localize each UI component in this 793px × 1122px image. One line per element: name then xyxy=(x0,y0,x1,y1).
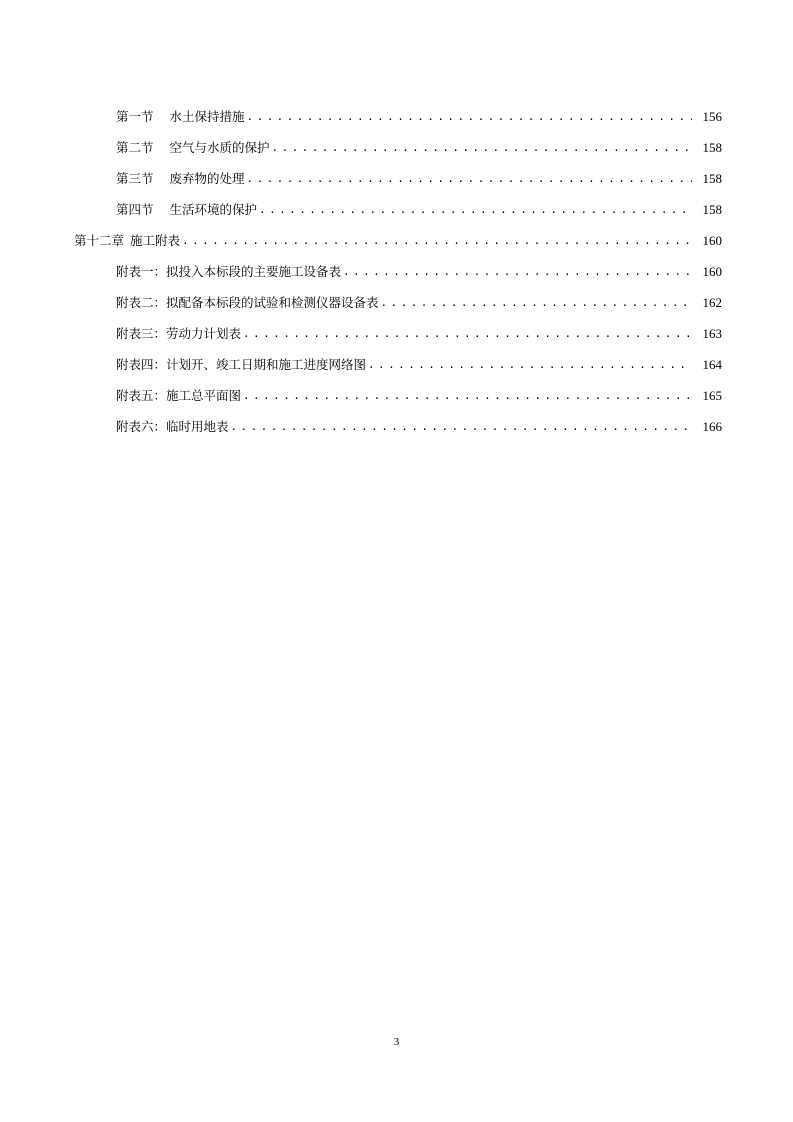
toc-entry[interactable] xyxy=(0,101,793,132)
toc-entry[interactable] xyxy=(0,256,793,287)
toc-entry-label xyxy=(116,106,245,128)
toc-dot-leader xyxy=(231,416,692,438)
toc-entry-title: 附表六：临时用地表 xyxy=(116,418,229,434)
toc-dot-leader xyxy=(243,385,692,407)
toc-dot-leader xyxy=(381,292,692,314)
toc-entry-label xyxy=(116,261,341,283)
toc-entry-page: 156 xyxy=(702,108,722,124)
toc-entry-title: 废弃物的处理 xyxy=(169,170,245,186)
toc-entry-number: 第四节 xyxy=(116,201,154,217)
toc-entry-title: 附表一：拟投入本标段的主要施工设备表 xyxy=(116,263,342,279)
toc-dot-leader xyxy=(272,137,692,159)
toc-entry-number: 第一节 xyxy=(116,108,154,124)
toc-entry-page: 163 xyxy=(702,325,722,341)
page-number: 3 xyxy=(393,1036,400,1048)
toc-entry-number: 第十二章 xyxy=(74,232,125,248)
toc-entry-title: 施工附表 xyxy=(130,232,181,248)
toc-entry[interactable] xyxy=(0,380,793,411)
toc-entry-page: 158 xyxy=(702,139,722,155)
toc-entry[interactable] xyxy=(0,132,793,163)
toc-entry-label xyxy=(116,168,245,190)
toc-entry-page: 158 xyxy=(702,170,722,186)
toc-dot-leader xyxy=(259,199,692,221)
toc-entry[interactable] xyxy=(0,318,793,349)
toc-chapter-entry[interactable] xyxy=(0,225,793,256)
toc-entry-title: 附表五：施工总平面图 xyxy=(116,387,242,403)
toc-dot-leader xyxy=(368,354,692,376)
toc-entry-page: 158 xyxy=(702,201,722,217)
toc-dot-leader xyxy=(182,230,692,252)
toc-entry-page: 160 xyxy=(702,232,722,248)
toc-entry[interactable] xyxy=(0,194,793,225)
toc-entry-label xyxy=(116,199,257,221)
toc-entry[interactable] xyxy=(0,411,793,442)
toc-entry-page: 162 xyxy=(702,294,722,310)
toc-dot-leader xyxy=(247,106,692,128)
toc-entry-label xyxy=(74,230,180,252)
toc-entry-label xyxy=(116,292,379,314)
toc-entry-number: 第三节 xyxy=(116,170,154,186)
toc-entry-page: 160 xyxy=(702,263,722,279)
toc-entry[interactable] xyxy=(0,163,793,194)
toc-entry-title: 附表三：劳动力计划表 xyxy=(116,325,242,341)
toc-entry[interactable] xyxy=(0,349,793,380)
toc-entry-title: 空气与水质的保护 xyxy=(169,139,270,155)
toc-entry-title: 附表二：拟配备本标段的试验和检测仪器设备表 xyxy=(116,294,379,310)
toc-entry-label xyxy=(116,416,229,438)
toc-entry-title: 附表四：计划开、竣工日期和施工进度网络图 xyxy=(116,356,367,372)
toc-entry-title: 生活环境的保护 xyxy=(169,201,258,217)
toc-entry-label xyxy=(116,385,241,407)
toc-entry-page: 164 xyxy=(702,356,722,372)
toc-dot-leader xyxy=(247,168,692,190)
toc-dot-leader xyxy=(243,323,692,345)
toc-entry-page: 165 xyxy=(702,387,722,403)
toc-entry-label xyxy=(116,354,366,376)
toc-entry-number: 第二节 xyxy=(116,139,154,155)
toc-entry-label xyxy=(116,323,241,345)
toc-entry-page: 166 xyxy=(702,418,722,434)
toc-entry[interactable] xyxy=(0,287,793,318)
toc-dot-leader xyxy=(343,261,692,283)
toc-entry-label xyxy=(116,137,270,159)
toc-entry-title: 水土保持措施 xyxy=(169,108,245,124)
table-of-contents xyxy=(0,101,793,442)
